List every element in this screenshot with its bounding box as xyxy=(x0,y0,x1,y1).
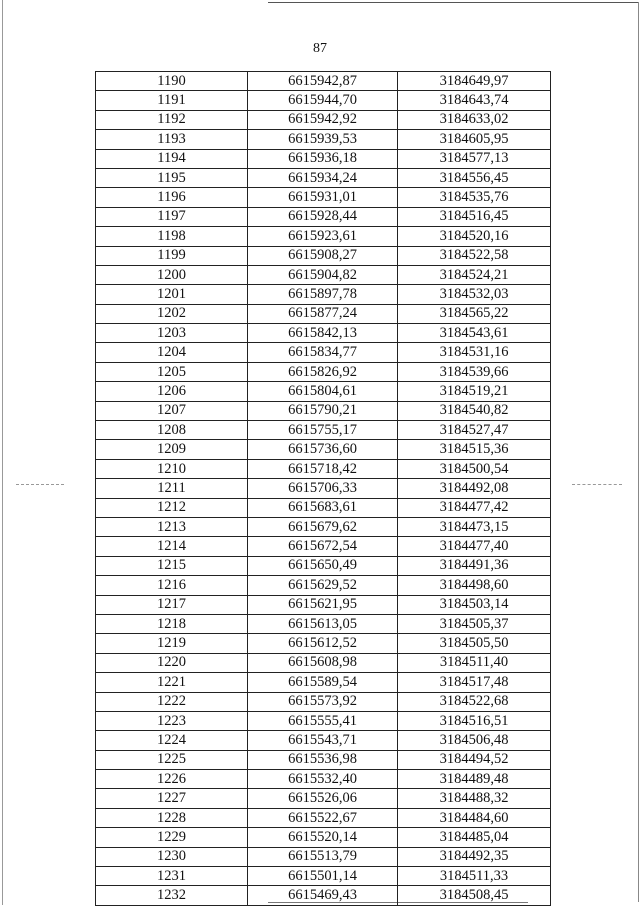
table-row xyxy=(96,867,551,886)
x-coordinate-cell: 6615755,17 xyxy=(248,421,398,440)
x-coordinate-cell: 6615555,41 xyxy=(248,711,398,730)
point-number-cell: 1191 xyxy=(96,91,248,110)
point-number-cell: 1221 xyxy=(96,673,248,692)
page-number: 87 xyxy=(313,41,327,56)
y-coordinate-cell: 3184511,40 xyxy=(398,653,551,672)
table-row xyxy=(96,634,551,653)
point-number-cell: 1201 xyxy=(96,285,248,304)
y-coordinate-cell: 3184506,48 xyxy=(398,731,551,750)
x-coordinate-cell: 6615834,77 xyxy=(248,343,398,362)
table-row xyxy=(96,91,551,110)
x-coordinate-cell: 6615904,82 xyxy=(248,265,398,284)
y-coordinate-cell: 3184503,14 xyxy=(398,595,551,614)
x-coordinate-cell: 6615522,67 xyxy=(248,808,398,827)
table-row xyxy=(96,168,551,187)
x-coordinate-cell: 6615934,24 xyxy=(248,168,398,187)
point-number-cell: 1198 xyxy=(96,227,248,246)
y-coordinate-cell: 3184516,45 xyxy=(398,207,551,226)
table-row xyxy=(96,304,551,323)
table-row xyxy=(96,556,551,575)
point-number-cell: 1193 xyxy=(96,130,248,149)
table-row xyxy=(96,614,551,633)
y-coordinate-cell: 3184488,32 xyxy=(398,789,551,808)
x-coordinate-cell: 6615931,01 xyxy=(248,188,398,207)
point-number-cell: 1208 xyxy=(96,421,248,440)
table-row xyxy=(96,110,551,129)
point-number-cell: 1230 xyxy=(96,847,248,866)
table-row xyxy=(96,498,551,517)
x-coordinate-cell: 6615944,70 xyxy=(248,91,398,110)
point-number-cell: 1213 xyxy=(96,517,248,536)
x-coordinate-cell: 6615679,62 xyxy=(248,517,398,536)
point-number-cell: 1204 xyxy=(96,343,248,362)
y-coordinate-cell: 3184531,16 xyxy=(398,343,551,362)
table-row xyxy=(96,828,551,847)
scan-edge-top xyxy=(268,2,638,3)
y-coordinate-cell: 3184527,47 xyxy=(398,421,551,440)
table-row xyxy=(96,770,551,789)
scan-edge-right xyxy=(638,2,639,902)
y-coordinate-cell: 3184524,21 xyxy=(398,265,551,284)
point-number-cell: 1217 xyxy=(96,595,248,614)
table-row xyxy=(96,731,551,750)
table-row xyxy=(96,789,551,808)
y-coordinate-cell: 3184539,66 xyxy=(398,362,551,381)
scan-mark-right xyxy=(572,484,622,485)
y-coordinate-cell: 3184473,15 xyxy=(398,517,551,536)
y-coordinate-cell: 3184633,02 xyxy=(398,110,551,129)
point-number-cell: 1209 xyxy=(96,440,248,459)
table-row xyxy=(96,711,551,730)
x-coordinate-cell: 6615589,54 xyxy=(248,673,398,692)
point-number-cell: 1195 xyxy=(96,168,248,187)
point-number-cell: 1192 xyxy=(96,110,248,129)
point-number-cell: 1228 xyxy=(96,808,248,827)
y-coordinate-cell: 3184484,60 xyxy=(398,808,551,827)
table-row xyxy=(96,808,551,827)
y-coordinate-cell: 3184520,16 xyxy=(398,227,551,246)
y-coordinate-cell: 3184535,76 xyxy=(398,188,551,207)
table-row xyxy=(96,343,551,362)
table-row xyxy=(96,479,551,498)
point-number-cell: 1203 xyxy=(96,324,248,343)
point-number-cell: 1210 xyxy=(96,459,248,478)
point-number-cell: 1214 xyxy=(96,537,248,556)
table-row xyxy=(96,576,551,595)
y-coordinate-cell: 3184522,58 xyxy=(398,246,551,265)
x-coordinate-cell: 6615532,40 xyxy=(248,770,398,789)
point-number-cell: 1223 xyxy=(96,711,248,730)
scan-mark-left xyxy=(16,484,64,485)
x-coordinate-cell: 6615942,92 xyxy=(248,110,398,129)
coordinates-table-body xyxy=(96,72,551,906)
table-row xyxy=(96,653,551,672)
y-coordinate-cell: 3184517,48 xyxy=(398,673,551,692)
table-row xyxy=(96,595,551,614)
point-number-cell: 1206 xyxy=(96,382,248,401)
y-coordinate-cell: 3184477,42 xyxy=(398,498,551,517)
y-coordinate-cell: 3184508,45 xyxy=(398,886,551,905)
table-row xyxy=(96,130,551,149)
x-coordinate-cell: 6615526,06 xyxy=(248,789,398,808)
table-row xyxy=(96,673,551,692)
x-coordinate-cell: 6615804,61 xyxy=(248,382,398,401)
x-coordinate-cell: 6615536,98 xyxy=(248,750,398,769)
table-row xyxy=(96,440,551,459)
y-coordinate-cell: 3184494,52 xyxy=(398,750,551,769)
point-number-cell: 1229 xyxy=(96,828,248,847)
table-row xyxy=(96,692,551,711)
x-coordinate-cell: 6615908,27 xyxy=(248,246,398,265)
y-coordinate-cell: 3184532,03 xyxy=(398,285,551,304)
table-row xyxy=(96,207,551,226)
x-coordinate-cell: 6615842,13 xyxy=(248,324,398,343)
point-number-cell: 1196 xyxy=(96,188,248,207)
x-coordinate-cell: 6615629,52 xyxy=(248,576,398,595)
point-number-cell: 1218 xyxy=(96,614,248,633)
y-coordinate-cell: 3184649,97 xyxy=(398,72,551,91)
point-number-cell: 1199 xyxy=(96,246,248,265)
point-number-cell: 1222 xyxy=(96,692,248,711)
point-number-cell: 1231 xyxy=(96,867,248,886)
point-number-cell: 1226 xyxy=(96,770,248,789)
x-coordinate-cell: 6615513,79 xyxy=(248,847,398,866)
y-coordinate-cell: 3184505,50 xyxy=(398,634,551,653)
point-number-cell: 1202 xyxy=(96,304,248,323)
table-row xyxy=(96,324,551,343)
x-coordinate-cell: 6615520,14 xyxy=(248,828,398,847)
point-number-cell: 1227 xyxy=(96,789,248,808)
x-coordinate-cell: 6615939,53 xyxy=(248,130,398,149)
x-coordinate-cell: 6615612,52 xyxy=(248,634,398,653)
point-number-cell: 1194 xyxy=(96,149,248,168)
coordinates-table xyxy=(95,71,551,906)
y-coordinate-cell: 3184643,74 xyxy=(398,91,551,110)
x-coordinate-cell: 6615942,87 xyxy=(248,72,398,91)
table-row xyxy=(96,847,551,866)
y-coordinate-cell: 3184492,08 xyxy=(398,479,551,498)
table-row xyxy=(96,459,551,478)
table-row xyxy=(96,149,551,168)
y-coordinate-cell: 3184565,22 xyxy=(398,304,551,323)
y-coordinate-cell: 3184543,61 xyxy=(398,324,551,343)
x-coordinate-cell: 6615683,61 xyxy=(248,498,398,517)
x-coordinate-cell: 6615543,71 xyxy=(248,731,398,750)
point-number-cell: 1224 xyxy=(96,731,248,750)
y-coordinate-cell: 3184605,95 xyxy=(398,130,551,149)
table-row xyxy=(96,285,551,304)
table-row xyxy=(96,227,551,246)
x-coordinate-cell: 6615608,98 xyxy=(248,653,398,672)
table-row xyxy=(96,265,551,284)
point-number-cell: 1205 xyxy=(96,362,248,381)
x-coordinate-cell: 6615928,44 xyxy=(248,207,398,226)
table-row xyxy=(96,188,551,207)
table-row xyxy=(96,382,551,401)
x-coordinate-cell: 6615650,49 xyxy=(248,556,398,575)
point-number-cell: 1212 xyxy=(96,498,248,517)
y-coordinate-cell: 3184491,36 xyxy=(398,556,551,575)
y-coordinate-cell: 3184516,51 xyxy=(398,711,551,730)
x-coordinate-cell: 6615923,61 xyxy=(248,227,398,246)
point-number-cell: 1211 xyxy=(96,479,248,498)
x-coordinate-cell: 6615672,54 xyxy=(248,537,398,556)
table-row xyxy=(96,401,551,420)
x-coordinate-cell: 6615877,24 xyxy=(248,304,398,323)
point-number-cell: 1207 xyxy=(96,401,248,420)
point-number-cell: 1197 xyxy=(96,207,248,226)
x-coordinate-cell: 6615936,18 xyxy=(248,149,398,168)
y-coordinate-cell: 3184577,13 xyxy=(398,149,551,168)
x-coordinate-cell: 6615736,60 xyxy=(248,440,398,459)
x-coordinate-cell: 6615573,92 xyxy=(248,692,398,711)
point-number-cell: 1190 xyxy=(96,72,248,91)
table-row xyxy=(96,421,551,440)
point-number-cell: 1216 xyxy=(96,576,248,595)
x-coordinate-cell: 6615621,95 xyxy=(248,595,398,614)
x-coordinate-cell: 6615790,21 xyxy=(248,401,398,420)
y-coordinate-cell: 3184515,36 xyxy=(398,440,551,459)
y-coordinate-cell: 3184540,82 xyxy=(398,401,551,420)
y-coordinate-cell: 3184556,45 xyxy=(398,168,551,187)
x-coordinate-cell: 6615897,78 xyxy=(248,285,398,304)
y-coordinate-cell: 3184477,40 xyxy=(398,537,551,556)
scan-edge-left xyxy=(2,0,3,905)
table-row xyxy=(96,362,551,381)
y-coordinate-cell: 3184511,33 xyxy=(398,867,551,886)
x-coordinate-cell: 6615469,43 xyxy=(248,886,398,905)
table-row xyxy=(96,72,551,91)
table-row xyxy=(96,517,551,536)
point-number-cell: 1200 xyxy=(96,265,248,284)
y-coordinate-cell: 3184498,60 xyxy=(398,576,551,595)
table-row xyxy=(96,886,551,905)
point-number-cell: 1219 xyxy=(96,634,248,653)
y-coordinate-cell: 3184485,04 xyxy=(398,828,551,847)
y-coordinate-cell: 3184505,37 xyxy=(398,614,551,633)
point-number-cell: 1232 xyxy=(96,886,248,905)
point-number-cell: 1225 xyxy=(96,750,248,769)
y-coordinate-cell: 3184522,68 xyxy=(398,692,551,711)
x-coordinate-cell: 6615706,33 xyxy=(248,479,398,498)
y-coordinate-cell: 3184492,35 xyxy=(398,847,551,866)
x-coordinate-cell: 6615718,42 xyxy=(248,459,398,478)
y-coordinate-cell: 3184489,48 xyxy=(398,770,551,789)
point-number-cell: 1220 xyxy=(96,653,248,672)
point-number-cell: 1215 xyxy=(96,556,248,575)
x-coordinate-cell: 6615826,92 xyxy=(248,362,398,381)
table-row xyxy=(96,750,551,769)
x-coordinate-cell: 6615613,05 xyxy=(248,614,398,633)
table-row xyxy=(96,537,551,556)
y-coordinate-cell: 3184519,21 xyxy=(398,382,551,401)
y-coordinate-cell: 3184500,54 xyxy=(398,459,551,478)
x-coordinate-cell: 6615501,14 xyxy=(248,867,398,886)
table-row xyxy=(96,246,551,265)
